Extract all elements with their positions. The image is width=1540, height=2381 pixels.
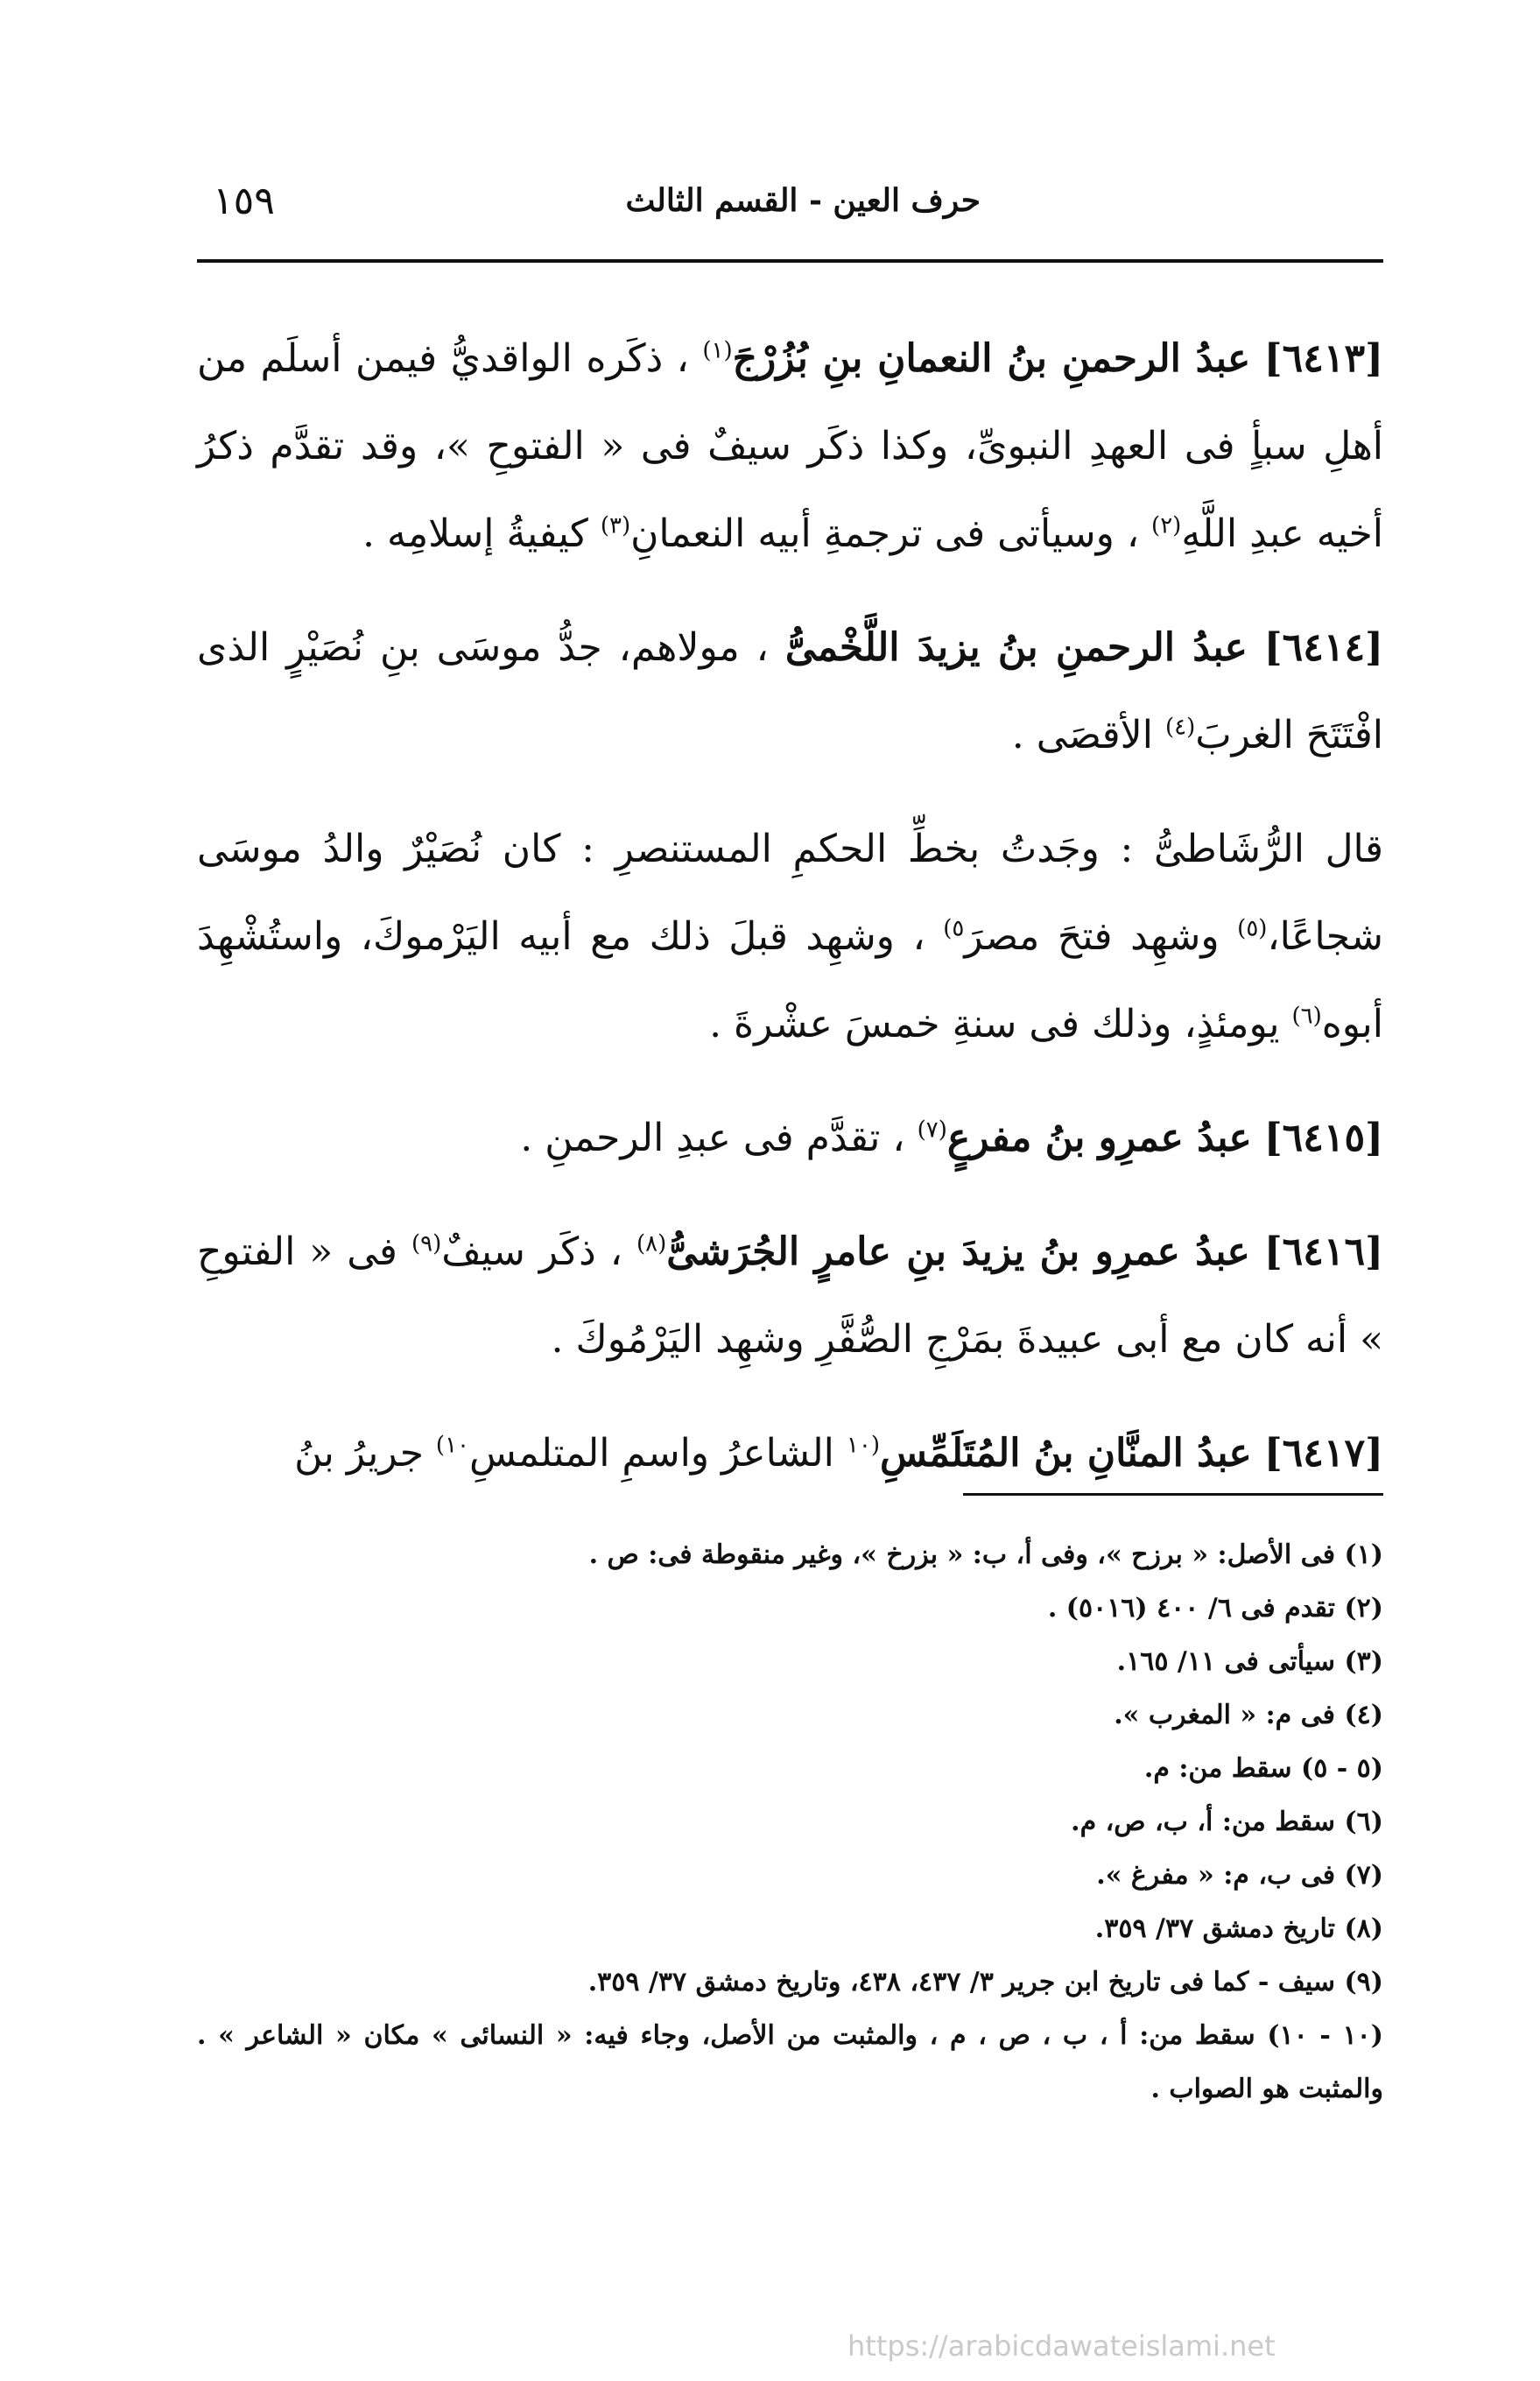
entry-number: [٦٤١٧] [1263, 1431, 1383, 1476]
paragraph-text: قال الرُّشَاطىُّ : وجَدتُ بخطِّ الحكمِ المستنصرِ : كان نُصَيْرٌ والدُ موسَى شجاعًا، [197, 827, 1383, 959]
paragraph-text: ، وشهِد قبلَ ذلك مع أبيه اليَرْموكَ، واستُشْهِدَ أبوه [197, 914, 1383, 1046]
entry-name: عبدُ الرحمنِ بنُ النعمانِ بنِ بُزُرْجَ [732, 336, 1251, 381]
entry-text: جريرُ بنُ [294, 1431, 424, 1476]
entry-number: [٦٤١٤] [1263, 625, 1383, 670]
footnote-9: (٩) سيف - كما فى تاريخ ابن جرير ٣/ ٤٣٧، ٤٣٨، وتاريخ دمشق ٣٧/ ٣٥٩. [587, 1967, 1383, 1997]
entry-text: ، ذكَره الواقديُّ فيمن أسلَم من أهلِ سبأٍ فى العهدِ النبوىِّ، وكذا ذكَر سيفٌ فى « الفتوحِ »، وقد تقدَّم ذكرُ أخيه عبدِ اللَّهِ [197, 336, 1383, 556]
footnote-ref: (١) [702, 337, 733, 364]
footnote-3: (٣) سيأتى فى ١١/ ١٦٥. [1116, 1646, 1383, 1677]
footnote-2: (٢) تقدم فى ٦/ ٤٠٠ (٥٠١٦) . [1047, 1593, 1383, 1624]
quotation-paragraph [197, 806, 1383, 1068]
paragraph-text: وشهِد فتحَ مصرَ [964, 914, 1220, 959]
footnote-ref: (١٠ [846, 1432, 880, 1459]
footnote-4: (٤) فى م: « المغرب ». [1114, 1700, 1383, 1730]
footnote-ref: (٢) [1151, 512, 1182, 539]
entry-6414 [197, 604, 1383, 779]
entry-text: ، ذكَر سيفٌ [441, 1229, 622, 1274]
footnote-ref: (٩) [411, 1230, 442, 1257]
footnote-10: (١٠ - ١٠) سقط من: أ ، ب ، ص ، م ، والمثبت من الأصل، وجاء فيه: « النسائى » مكان « الشاعر » . والمثبت هو الصواب . [197, 2020, 1383, 2104]
running-title: حرف العين - القسم الثالث [625, 182, 981, 219]
footnote-ref: (٦) [1291, 1003, 1322, 1030]
entry-text: ، تقدَّم فى عبدِ الرحمنِ . [520, 1116, 905, 1160]
entry-number: [٦٤١٥] [1263, 1116, 1383, 1160]
entry-name: عبدُ عمرِو بنُ يزيدَ بنِ عامرٍ الجُرَشىُّ [666, 1229, 1250, 1274]
paragraph-text: يومئذٍ، وذلك فى سنةِ خمسَ عشْرةَ . [709, 1002, 1280, 1046]
footnote-5: (٥ - ٥) سقط من: م. [1143, 1753, 1383, 1784]
entry-6416 [197, 1208, 1383, 1384]
entry-6417 [197, 1410, 1383, 1497]
footnotes [197, 1528, 1383, 2116]
entry-number: [٦٤١٦] [1263, 1229, 1383, 1274]
entry-text: ، وسيأتى فى ترجمةِ أبيه النعمانِ [630, 511, 1140, 556]
entry-number: [٦٤١٣] [1263, 336, 1383, 381]
footnote-1: (١) فى الأصل: « برزح »، وفى أ، ب: « بزرخ »، وغير منقوطة فى: ص . [588, 1539, 1383, 1570]
footnote-ref: ١٠) [435, 1432, 469, 1459]
footnote-6: (٦) سقط من: أ، ب، ص، م. [1071, 1807, 1383, 1837]
header-rule [197, 259, 1383, 263]
entry-text: الشاعرُ واسمِ المتلمسِ [469, 1431, 834, 1476]
page-header [197, 179, 1383, 243]
footnote-rule [963, 1493, 1383, 1496]
entry-6413 [197, 315, 1383, 578]
footnote-ref: (٨) [636, 1230, 667, 1257]
page-body [197, 315, 1383, 1524]
entry-name: عبدُ المنَّانِ بنُ المُتَلَمِّسِ [879, 1431, 1252, 1476]
entry-text: ، مولاهم، جدُّ موسَى بنِ نُصَيْرٍ الذى افْتَتَحَ الغربَ [197, 625, 1383, 757]
footnote-ref: (٤) [1164, 714, 1196, 741]
entry-text: الأقصَى . [1011, 713, 1153, 757]
entry-text: فى « الفتوحِ » أنه كان مع أبى عبيدةَ بمَرْجِ الصُّفَّرِ وشهِد اليَرْمُوكَ . [197, 1229, 1383, 1362]
footnote-ref: (٣) [600, 512, 631, 539]
footnote-ref: ٥) [943, 915, 965, 942]
entry-name: عبدُ الرحمنِ بنُ يزيدَ اللَّخْمىُّ [784, 625, 1248, 670]
footnote-8: (٨) تاريخ دمشق ٣٧/ ٣٥٩. [1094, 1913, 1383, 1944]
page-number: ١٥٩ [213, 179, 275, 223]
entry-text: كيفيةُ إسلامِه . [362, 511, 588, 556]
footnote-ref: (٧) [917, 1117, 947, 1144]
footnote-7: (٧) فى ب، م: « مفرغ ». [1096, 1860, 1383, 1891]
footnote-ref: (٥) [1237, 915, 1268, 942]
entry-6415 [197, 1095, 1383, 1182]
watermark-url: https://arabicdawateislami.net [847, 2329, 1276, 2363]
entry-name: عبدُ عمرِو بنُ مفرعٍ [946, 1116, 1252, 1160]
